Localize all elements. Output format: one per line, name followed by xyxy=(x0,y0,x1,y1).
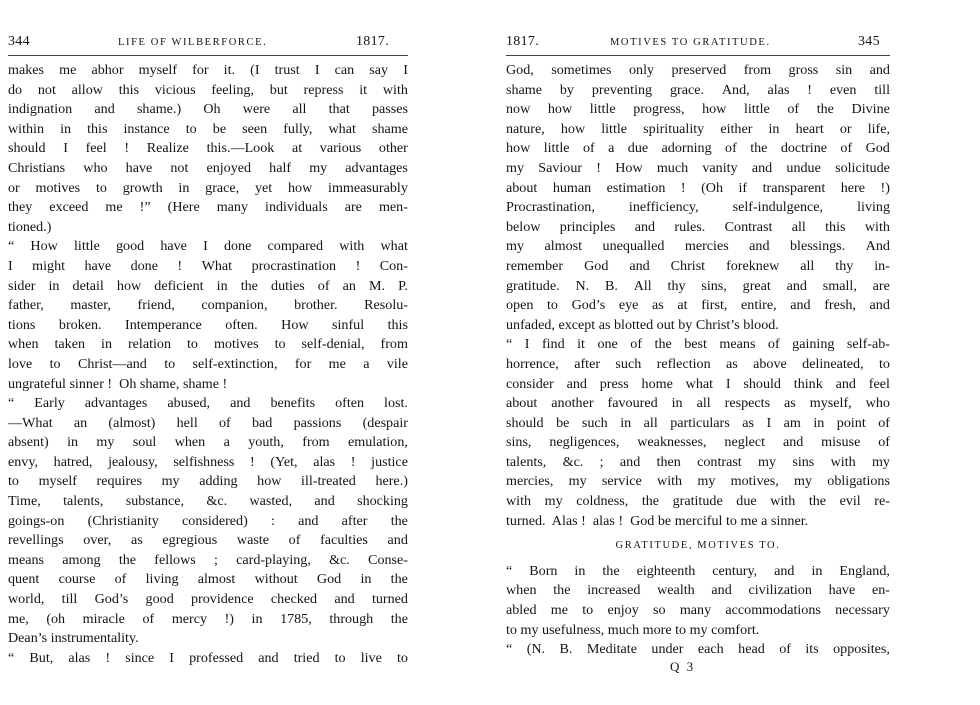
text-line: when taken in relation to motives to self-denial, from xyxy=(8,336,408,353)
text-line: should be such in all particulars as I am in point of xyxy=(506,414,890,431)
text-line: horrence, after such reflection as above delineated, to xyxy=(506,355,890,372)
section-heading: GRATITUDE, MOTIVES TO. xyxy=(615,540,781,552)
right-page-number: 345 xyxy=(858,34,880,49)
text-line: below principles and rules. Contrast all this with xyxy=(506,218,890,235)
text-line: “ How little good have I done compared with what xyxy=(8,238,408,255)
text-line: goings-on (Christianity considered) : and after the xyxy=(8,512,408,529)
right-running-title: MOTIVES TO GRATITUDE. xyxy=(610,37,771,48)
text-line: revellings over, as egregious waste of faculties and xyxy=(8,532,408,549)
text-line: God, sometimes only preserved from gross sin and xyxy=(506,62,890,78)
right-year: 1817. xyxy=(506,34,539,49)
text-line: how little of a due adorning of the doctrine of God xyxy=(506,140,890,157)
text-line: turned. Alas ! alas ! God be merciful to me a sinner. xyxy=(506,512,809,529)
text-line: me, (oh miracle of mercy !) in 1785, through the xyxy=(8,610,408,627)
right-paragraphs-before-heading xyxy=(506,61,890,531)
text-line: do not allow this vicious feeling, but repress it with xyxy=(8,81,408,98)
text-line: nature, how little spirituality either in heart or life, xyxy=(506,120,890,137)
left-year: 1817. xyxy=(356,34,389,49)
text-line: Christians who have not enjoyed half my advantages xyxy=(8,159,408,176)
text-line: shame by preventing grace. And, alas ! even till xyxy=(506,81,890,98)
text-line: now how little progress, how little of the Divine xyxy=(506,101,890,118)
text-line: about human estimation ! (Oh if transparent here !) xyxy=(506,179,890,196)
right-header-rule xyxy=(506,55,890,56)
text-line: with my coldness, the gratitude due with the evil re- xyxy=(506,493,890,510)
text-line: Dean’s instrumentality. xyxy=(8,630,139,647)
text-line: to my usefulness, much more to my comfort. xyxy=(506,621,760,638)
left-page xyxy=(8,0,408,705)
text-line: Procrastination, inefficiency, self-indulgence, living xyxy=(506,199,890,216)
text-line: about another favoured in all respects as myself, who xyxy=(506,395,890,412)
text-line: tions broken. Intemperance often. How sinful this xyxy=(8,316,408,333)
text-line: means among the fellows ; card-playing, &c. Conse- xyxy=(8,551,408,568)
text-line: mercies, my service with my motives, my obligations xyxy=(506,473,890,490)
text-line: “ I find it one of the best means of gaining self-ab- xyxy=(506,336,890,353)
text-line: envy, hatred, jealousy, selfishness ! (Yet, alas ! justice xyxy=(8,453,408,470)
text-line: makes me abhor myself for it. (I trust I can say I xyxy=(8,62,408,78)
text-line: abled me to enjoy so many accommodations necessary xyxy=(506,602,890,619)
left-body-text xyxy=(8,61,408,668)
text-line: indignation and shame.) Oh were all that passes xyxy=(8,101,408,118)
left-header-rule xyxy=(8,55,408,56)
left-page-number: 344 xyxy=(8,34,30,49)
text-line: within in this instance to be seen fully, what shame xyxy=(8,120,408,137)
text-line: ungrateful sinner ! Oh shame, shame ! xyxy=(8,375,228,392)
text-line: should I feel ! Realize this.—Look at various other xyxy=(8,140,408,157)
text-line: my Saviour ! How much vanity and undue solicitude xyxy=(506,159,890,176)
text-line: or motives to growth in grace, yet how immeasurably xyxy=(8,179,408,196)
text-line: unfaded, except as blotted out by Christ’s blood. xyxy=(506,316,779,333)
text-line: talents, &c. ; and then contrast my sins with my xyxy=(506,453,890,470)
text-line: “ Born in the eighteenth century, and in England, xyxy=(506,562,890,579)
text-line: world, till God’s good providence checked and turned xyxy=(8,591,408,608)
text-line: tioned.) xyxy=(8,218,52,235)
right-body-text xyxy=(506,61,890,660)
text-line: my almost unequalled mercies and blessings. And xyxy=(506,238,890,255)
text-line: gratitude. N. B. All thy sins, great and small, are xyxy=(506,277,890,294)
right-running-head xyxy=(506,34,890,54)
text-line: “ Early advantages abused, and benefits often lost. xyxy=(8,395,408,412)
text-line: love to Christ—and to self-extinction, for me a vile xyxy=(8,355,408,372)
text-line: I might have done ! What procrastination ! Con- xyxy=(8,257,408,274)
text-line: —What an (almost) hell of bad passions (despair xyxy=(8,414,408,431)
text-line: absent) in my soul when a youth, from emulation, xyxy=(8,434,408,451)
text-line: consider and press home what I should think and feel xyxy=(506,375,890,392)
left-running-head xyxy=(8,34,408,54)
text-line: they exceed me !” (Here many individuals are men- xyxy=(8,199,408,216)
text-line: father, master, friend, companion, brother. Resolu- xyxy=(8,297,408,314)
left-running-title: LIFE OF WILBERFORCE. xyxy=(118,37,268,48)
text-line: when the increased wealth and civilization have en- xyxy=(506,582,890,599)
text-line: quent course of living almost without God in the xyxy=(8,571,408,588)
text-line: sins, negligences, weaknesses, neglect and misuse of xyxy=(506,434,890,451)
text-line: Time, talents, substance, &c. wasted, and shocking xyxy=(8,493,408,510)
text-line: “ But, alas ! since I professed and tried to live to xyxy=(8,649,408,666)
right-page xyxy=(506,0,890,705)
text-line: to myself requires my adding how ill-treated here.) xyxy=(8,473,408,490)
text-line: “ (N. B. Meditate under each head of its opposites, xyxy=(506,641,890,658)
text-line: sider in detail how deficient in the duties of an M. P. xyxy=(8,277,408,294)
text-line: open to God’s eye as at first, entire, and fresh, and xyxy=(506,297,890,314)
right-paragraphs-after-heading xyxy=(506,562,890,660)
text-line: remember God and Christ foreknew all thy in- xyxy=(506,257,890,274)
signature-mark: Q 3 xyxy=(670,659,696,674)
